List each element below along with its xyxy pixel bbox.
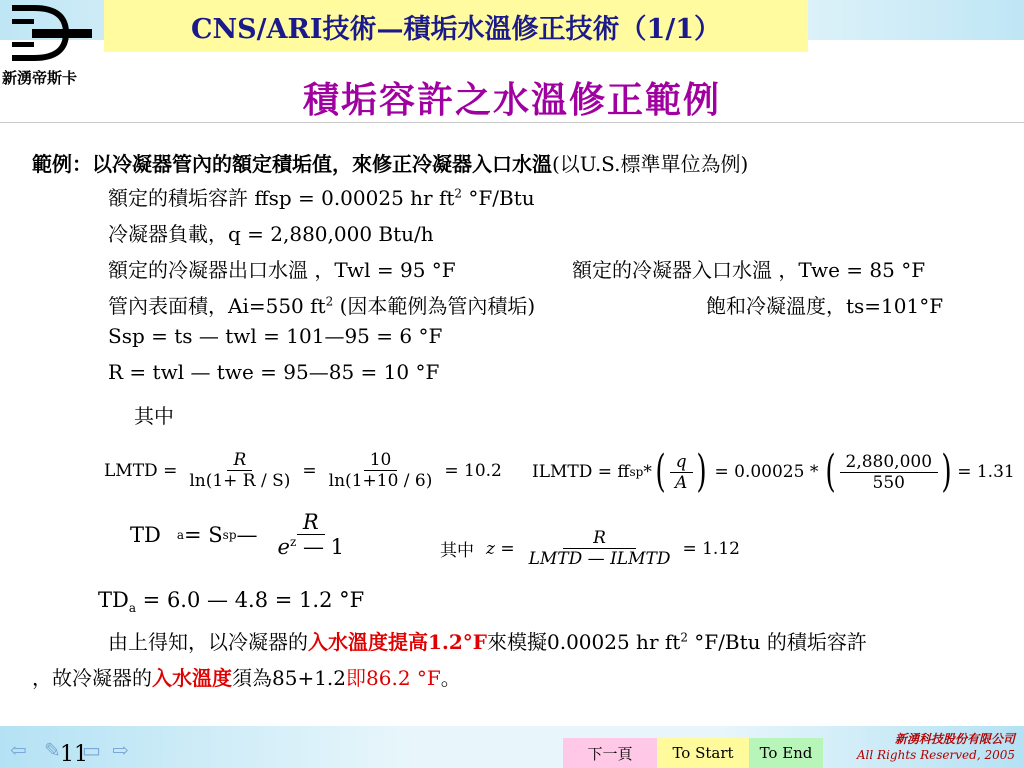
td-num: R (302, 510, 319, 534)
z-num: R (593, 528, 606, 548)
lmtd-result: = 10.2 (444, 460, 502, 481)
conclusion-highlight-2: 入水溫度 (152, 666, 232, 690)
lmtd-den-2: ln(1+10 / 6) (328, 471, 433, 491)
z-among-label: 其中 (440, 541, 474, 561)
td-sub-2: sp (222, 527, 237, 542)
conclusion-text-6: 。 (440, 666, 461, 690)
company-logo (4, 2, 96, 64)
td-minus: — (236, 522, 258, 547)
area-sup: 2 (325, 294, 334, 309)
td-mid: = S (184, 522, 223, 547)
z-result: = 1.12 (682, 538, 740, 559)
lmtd-equation (104, 450, 502, 491)
ilmtd-result: = 1.31 (957, 462, 1015, 482)
next-page-button[interactable]: 下一頁 (563, 738, 657, 768)
to-start-button[interactable]: To Start (657, 738, 749, 768)
conclusion-text-2: 來模擬0.00025 hr ft (487, 630, 681, 654)
td-den: e (277, 535, 290, 559)
area-text: 管內表面積，Ai=550 ft (108, 294, 326, 318)
conclusion-line-2 (32, 662, 461, 691)
ilmtd-den-2: 550 (872, 472, 905, 493)
fouling-text: 額定的積垢容許 ffsp = 0.00025 hr ft (108, 186, 455, 210)
lmtd-den-1: ln(1+ R / S) (189, 471, 291, 491)
back-arrow-icon[interactable]: ⇦ (10, 738, 27, 762)
inlet-temp-line: 額定的冷凝器入口水溫 ，Twe = 85 °F (572, 258, 926, 282)
conclusion-text-1: 由上得知，以冷凝器的 (108, 630, 308, 654)
z-fraction (523, 528, 677, 569)
conclusion-line-1 (108, 626, 867, 655)
td-den-sup: z (289, 535, 297, 549)
conclusion-highlight-3: 即86.2 °F (346, 666, 441, 690)
ilmtd-mid: = 0.00025 * (714, 462, 819, 482)
ilmtd-label: ILMTD = ff (532, 462, 630, 482)
tda-sub: a (128, 601, 136, 616)
td-sub: a (176, 527, 184, 542)
td-label: TD (130, 522, 161, 547)
forward-arrow-icon[interactable]: ⇨ (112, 738, 129, 762)
example-label: 範例： (32, 152, 92, 176)
lmtd-num-2: 10 (364, 450, 398, 471)
lmtd-label: LMTD = (104, 460, 178, 481)
page-number: 11 (60, 742, 88, 767)
to-end-button[interactable]: To End (749, 738, 823, 768)
td-fraction (272, 510, 350, 559)
z-equation (440, 528, 740, 569)
fouling-line (108, 182, 535, 211)
example-intro-tail: (以U.S.標準單位為例) (552, 152, 749, 176)
left-paren: ( (655, 446, 666, 497)
conclusion-text-4: ，故冷凝器的 (32, 666, 152, 690)
area-note: (因本範例為管內積垢) (333, 294, 536, 318)
slide-title: CNS/ARI技術—積垢水溫修正技術（1/1） (104, 0, 808, 52)
left-paren-2: ( (825, 446, 837, 497)
ilmtd-fraction-1 (669, 452, 693, 493)
tda-label: TD (98, 588, 129, 612)
ssp-line: Ssp = ts — twl = 101—95 = 6 °F (108, 324, 443, 348)
ilmtd-equation (532, 446, 1015, 497)
tda-result-line (98, 588, 364, 615)
fouling-unit: °F/Btu (462, 186, 535, 210)
right-paren-2: ) (941, 446, 952, 497)
load-line: 冷凝器負載，q = 2,880,000 Btu/h (108, 222, 434, 246)
lmtd-num-1: R (233, 450, 247, 470)
lmtd-equals: = (302, 460, 317, 481)
fouling-sup: 2 (454, 186, 463, 201)
ilmtd-num-1: q (675, 451, 687, 472)
ilmtd-den-1: A (675, 472, 688, 493)
slide-subtitle: 積垢容許之水溫修正範例 (302, 79, 721, 121)
example-intro (32, 148, 748, 177)
td-den-tail: — 1 (296, 535, 344, 559)
pen-icon[interactable]: ✎ (44, 738, 61, 762)
example-intro-bold: 以冷凝器管內的額定積垢值，來修正冷凝器入口水溫 (92, 152, 552, 176)
menu-icon[interactable]: ▭ (82, 738, 101, 762)
lmtd-fraction-2 (323, 450, 439, 491)
conclusion-sup: 2 (680, 630, 688, 645)
tda-rest: = 6.0 — 4.8 = 1.2 °F (136, 588, 365, 612)
ilmtd-mult: * (643, 462, 652, 482)
z-den: LMTD — ILMTD (528, 549, 671, 569)
divider (0, 122, 1024, 123)
ilmtd-sub: sp (629, 465, 644, 479)
lmtd-fraction-1 (183, 450, 296, 491)
z-label: z = (486, 538, 515, 559)
company-name: 新湧科技股份有限公司 (894, 732, 1015, 746)
conclusion-text-3: °F/Btu 的積垢容許 (687, 630, 867, 654)
outlet-temp-line: 額定的冷凝器出口水溫 ，Twl = 95 °F (108, 258, 456, 282)
area-line (108, 290, 535, 319)
conclusion-highlight-1: 入水溫度提高1.2°F (308, 630, 487, 654)
logo-text: 新湧帝斯卡 (2, 69, 78, 87)
copyright: All Rights Reserved, 2005 (856, 748, 1015, 762)
right-paren: ) (696, 446, 708, 497)
ilmtd-num-2: 2,880,000 (840, 452, 939, 473)
conclusion-text-5: 須為85+1.2 (232, 666, 347, 690)
ilmtd-fraction-2 (840, 452, 939, 493)
saturation-temp-line: 飽和冷凝溫度，ts=101°F (706, 294, 944, 318)
td-equation (130, 510, 350, 559)
among-label: 其中 (134, 404, 174, 428)
r-line: R = twl — twe = 95—85 = 10 °F (108, 360, 440, 384)
